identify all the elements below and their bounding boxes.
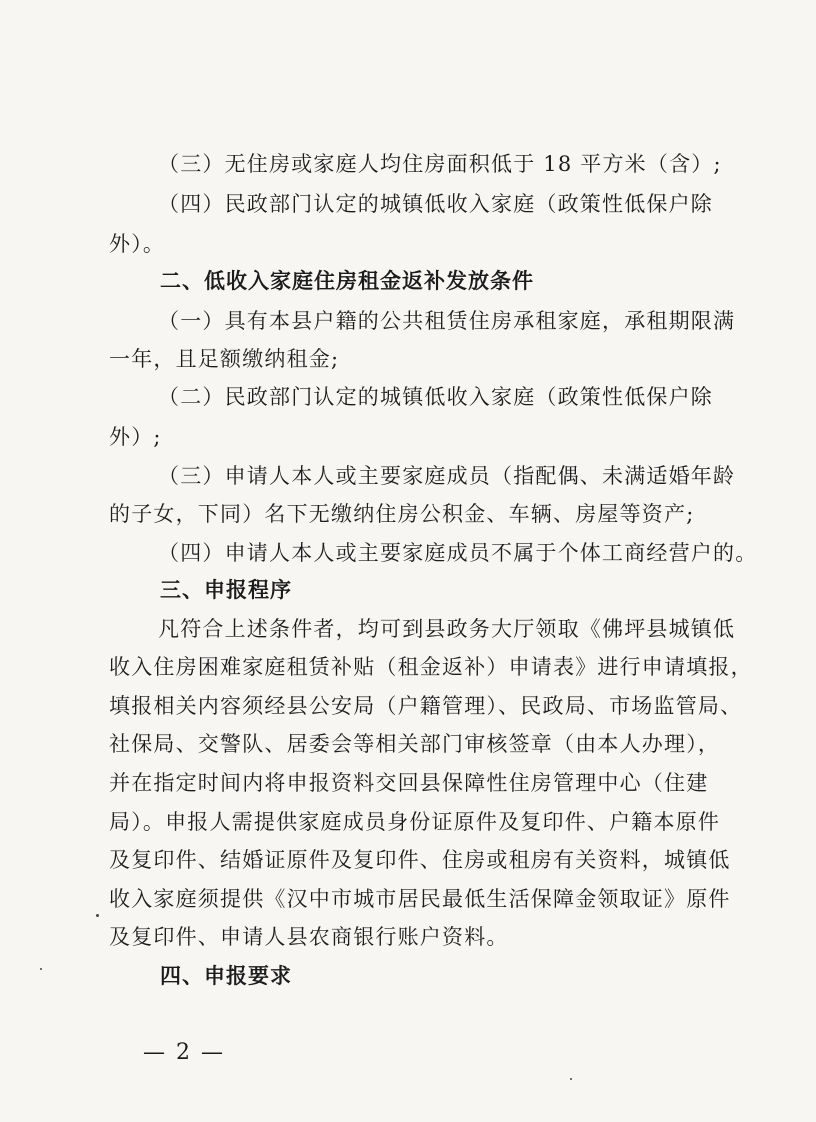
body-line: 及复印件、结婚证原件及复印件、住房或租房有关资料，城镇低 (109, 848, 731, 872)
body-line: 外）。 (109, 232, 166, 256)
body-line: 外）; (109, 425, 162, 449)
body-line: 一年，且足额缴纳租金; (109, 347, 340, 371)
body-line: 凡符合上述条件者，均可到县政务大厅领取《佛坪县城镇低 (158, 617, 736, 641)
section-heading-3: 三、申报程序 (160, 578, 292, 602)
scan-speck (570, 1078, 572, 1080)
body-line: （三）申请人本人或主要家庭成员（指配偶、未满适婚年龄 (158, 464, 736, 488)
body-line: （二）民政部门认定的城镇低收入家庭（政策性低保户除 (158, 385, 713, 409)
scan-speck (40, 968, 42, 970)
scan-speck (96, 914, 99, 917)
page-number: — 2 — (143, 1040, 225, 1065)
body-line: 收入住房困难家庭租赁补贴（租金返补）申请表》进行申请填报， (109, 655, 753, 679)
section-heading-4: 四、申报要求 (160, 964, 292, 988)
body-line: 并在指定时间内将申报资料交回县保障性住房管理中心（住建 (109, 771, 709, 795)
body-line: 及复印件、申请人县农商银行账户资料。 (109, 925, 509, 949)
body-line: （四）民政部门认定的城镇低收入家庭（政策性低保户除 (158, 192, 713, 216)
body-line: （一）具有本县户籍的公共租赁住房承租家庭，承租期限满 (158, 309, 736, 333)
section-heading-2: 二、低收入家庭住房租金返补发放条件 (160, 269, 534, 293)
body-line: 社保局、交警队、居委会等相关部门审核签章（由本人办理）， (109, 732, 721, 756)
body-line: （四）申请人本人或主要家庭成员不属于个体工商经营户的。 (158, 541, 758, 565)
body-line: （三）无住房或家庭人均住房面积低于 18 平方米（含）; (158, 152, 722, 176)
body-line: 收入家庭须提供《汉中市城市居民最低生活保障金领取证》原件 (109, 887, 731, 911)
body-line: 局）。申报人需提供家庭成员身份证原件及复印件、户籍本原件 (109, 810, 721, 834)
body-line: 的子女，下同）名下无缴纳住房公积金、车辆、房屋等资产; (109, 502, 695, 526)
body-line: 填报相关内容须经县公安局（户籍管理）、民政局、市场监管局、 (109, 694, 743, 718)
